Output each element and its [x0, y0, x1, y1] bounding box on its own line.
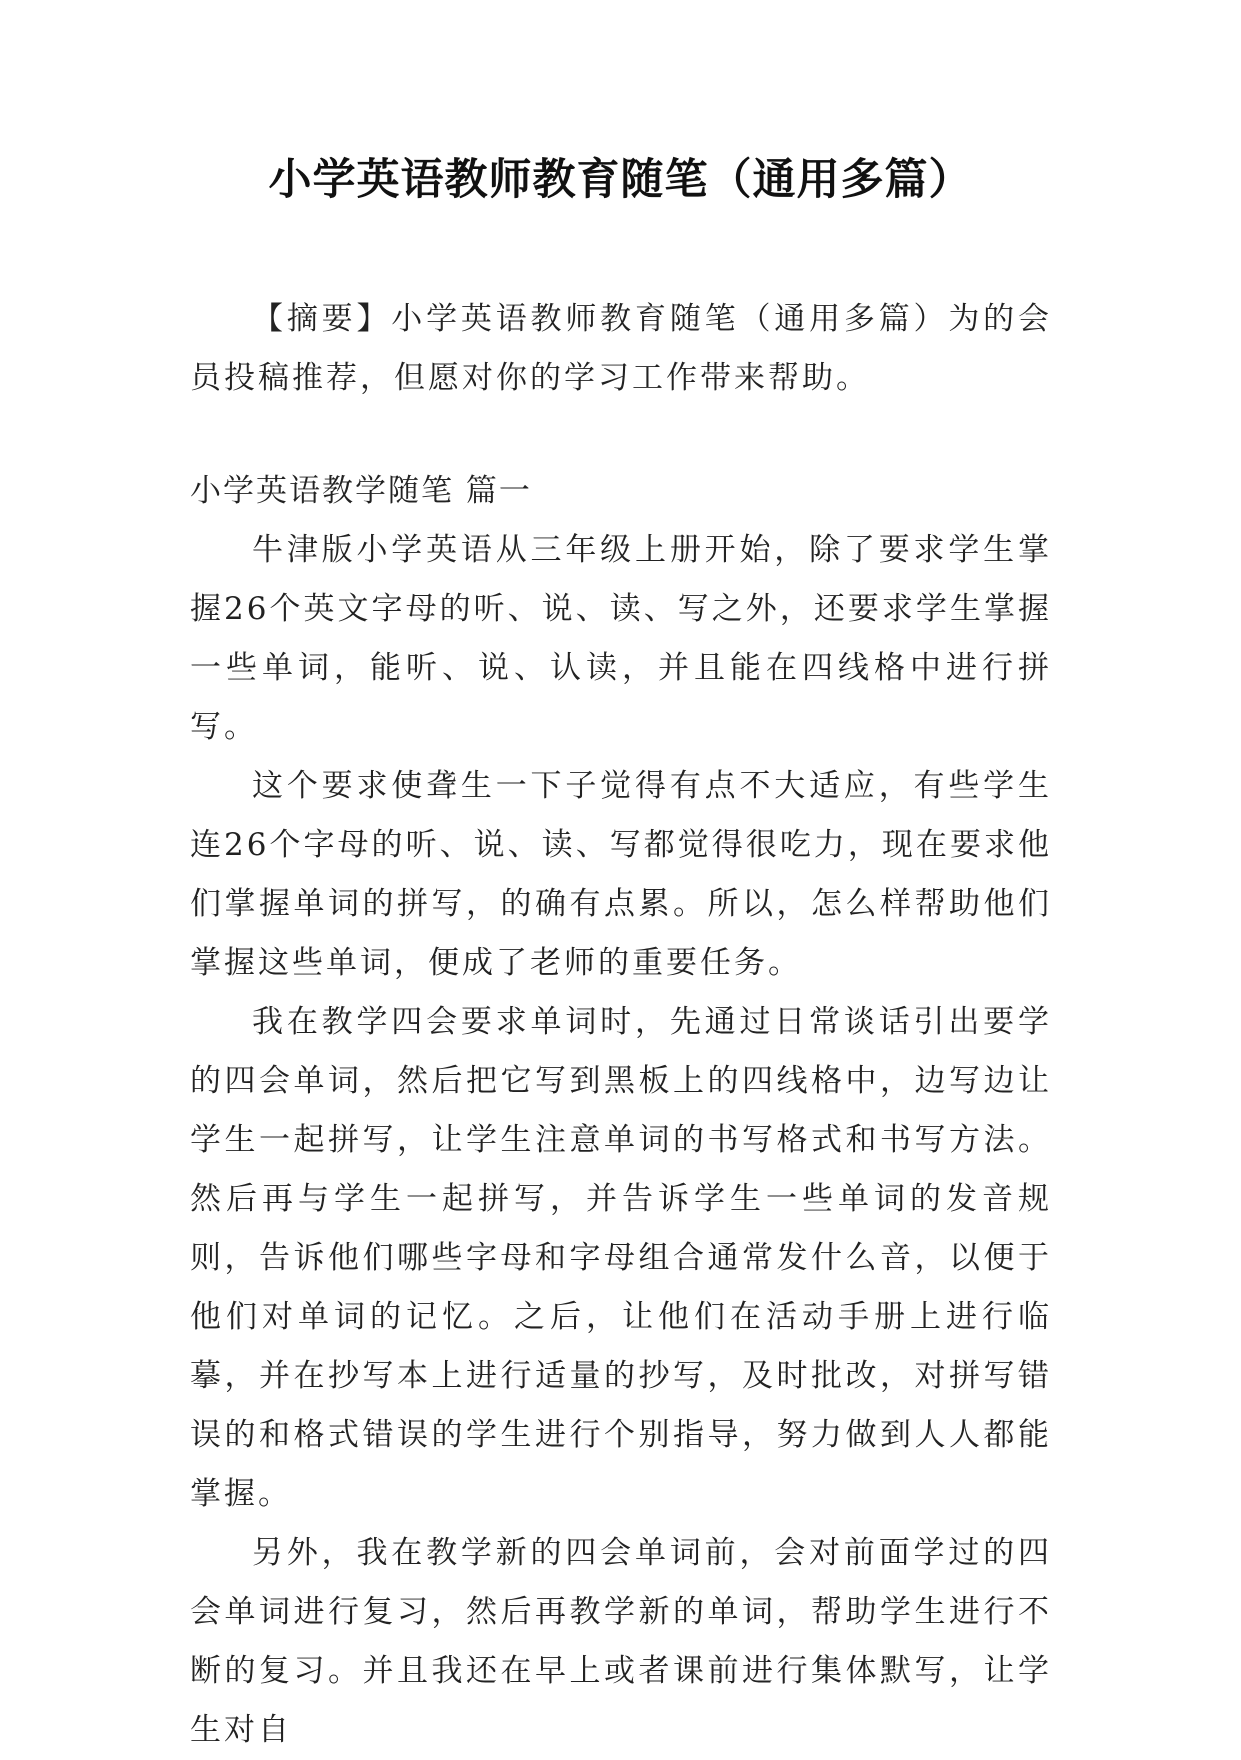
body-paragraph: 另外，我在教学新的四会单词前，会对前面学过的四会单词进行复习，然后再教学新的单词，帮助学生进行不断的复习。并且我还在早上或者课前进行集体默写，让学生对自 [190, 1535, 1052, 1748]
document-title: 小学英语教师教育随笔（通用多篇） [268, 155, 973, 205]
document-body [190, 290, 1052, 1760]
body-paragraph: 牛津版小学英语从三年级上册开始，除了要求学生掌握26个英文字母的听、说、读、写之外，还要求学生掌握一些单词，能听、说、认读，并且能在四线格中进行拼写。 [190, 532, 1052, 745]
body-paragraph: 我在教学四会要求单词时，先通过日常谈话引出要学的四会单词，然后把它写到黑板上的四线格中，边写边让学生一起拼写，让学生注意单词的书写格式和书写方法。然后再与学生一起拼写，并告诉学生一些单词的发音规则，告诉他们哪些字母和字母组合通常发什么音，以便于他们对单词的记忆。之后，让他们在活动手册上进行临摹，并在抄写本上进行适量的抄写，及时批改，对拼写错误的和格式错误的学生进行个别指导，努力做到人人都能掌握。 [190, 1004, 1052, 1512]
section-heading: 小学英语教学随笔 篇一 [190, 473, 532, 509]
body-paragraph: 这个要求使聋生一下子觉得有点不大适应，有些学生连26个字母的听、说、读、写都觉得很吃力，现在要求他们掌握单词的拼写，的确有点累。所以，怎么样帮助他们掌握这些单词，便成了老师的重要任务。 [190, 768, 1052, 981]
abstract-paragraph: 【摘要】小学英语教师教育随笔（通用多篇）为的会员投稿推荐，但愿对你的学习工作带来帮助。 [190, 301, 1052, 396]
